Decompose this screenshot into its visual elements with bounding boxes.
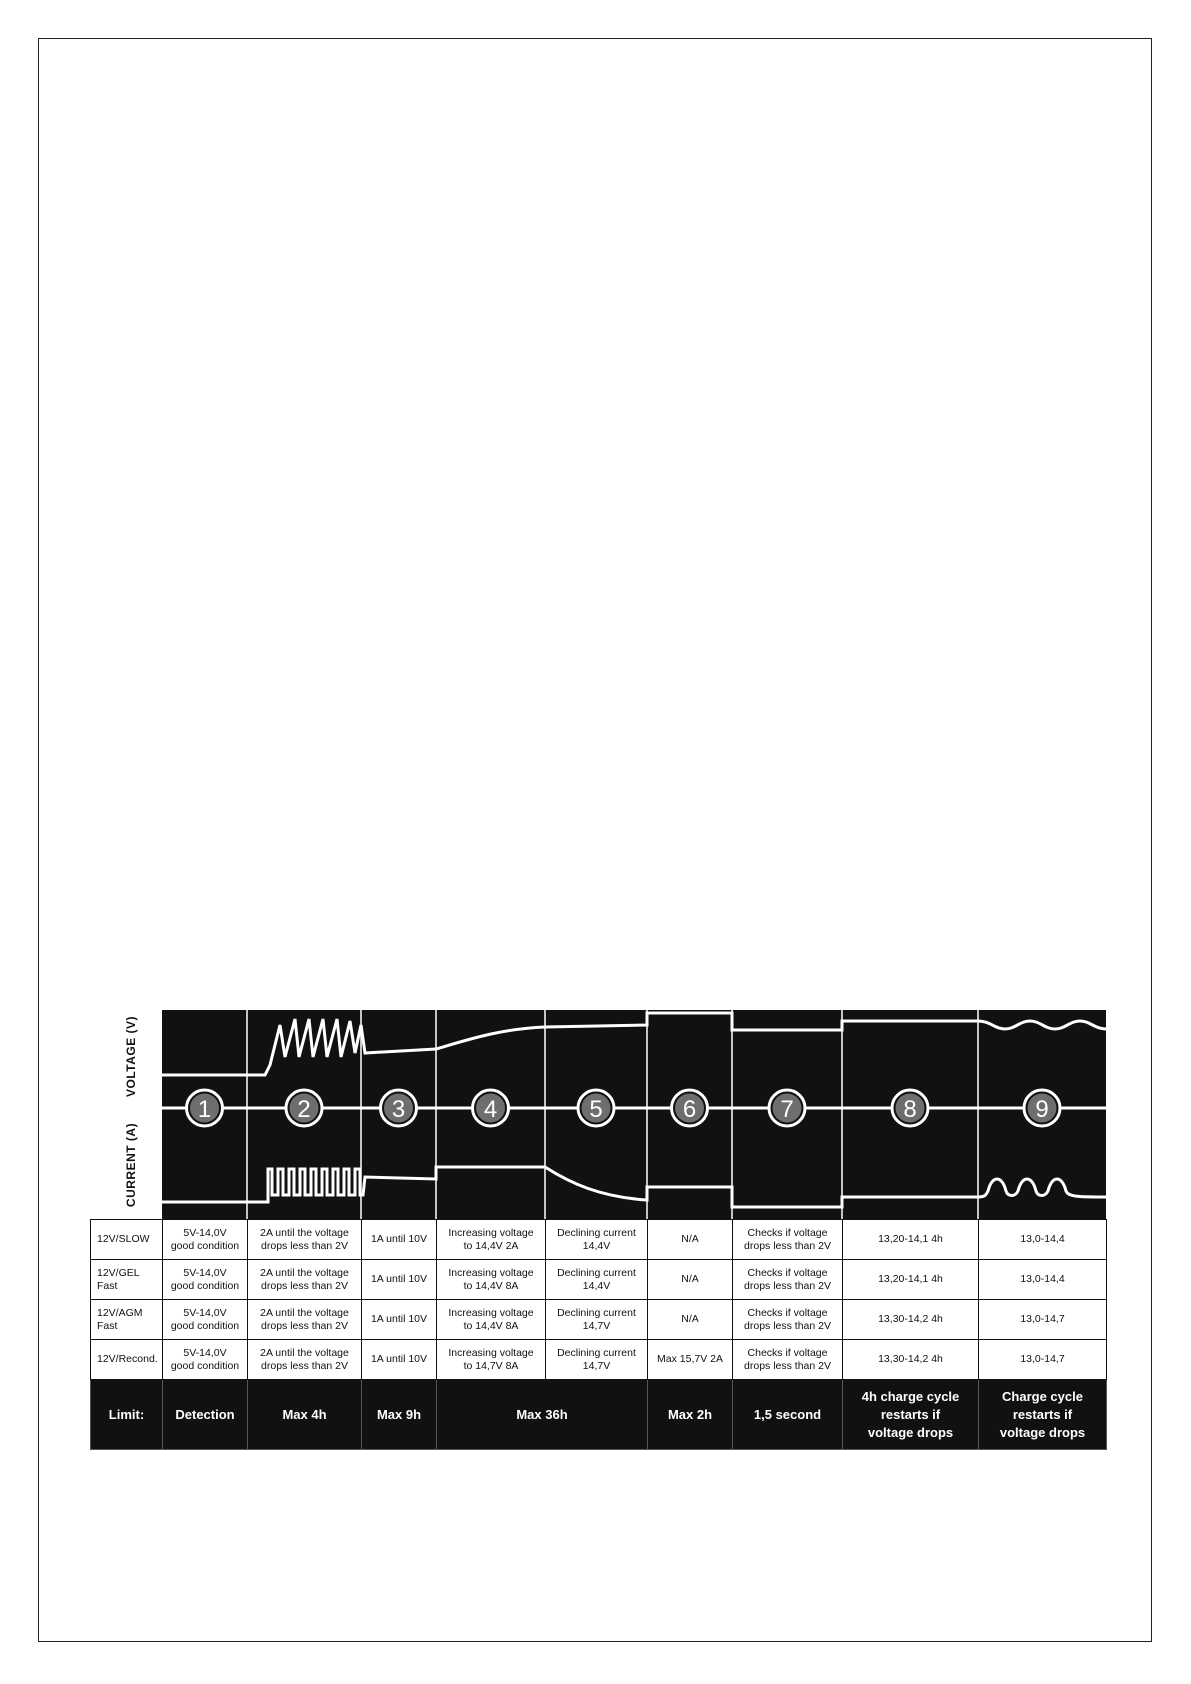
stage-number: 8: [903, 1096, 917, 1123]
stage-cell: Declining current 14,4V: [546, 1260, 648, 1300]
charge-curve-graph: [90, 1005, 1106, 1219]
limit-row: [91, 1380, 1107, 1450]
limit-max-9h: Max 9h: [362, 1380, 437, 1450]
stage-badge: [473, 1090, 509, 1126]
limit-label: Limit:: [91, 1380, 163, 1450]
stage-badge: [769, 1090, 805, 1126]
table-row: [91, 1260, 1107, 1300]
stage-cell: Declining current 14,4V: [546, 1220, 648, 1260]
stage-number: 1: [197, 1096, 212, 1123]
stage-badge: [892, 1090, 928, 1126]
limit-1-5-second: 1,5 second: [733, 1380, 843, 1450]
stage-badge: [381, 1090, 417, 1126]
stage-cell: Declining current 14,7V: [546, 1340, 648, 1380]
stage-cell: 5V-14,0V good condition: [163, 1220, 248, 1260]
stage-cell: 13,0-14,4: [979, 1260, 1107, 1300]
stage-cell: Checks if voltage drops less than 2V: [733, 1300, 843, 1340]
stage-cell: Increasing voltage to 14,4V 2A: [437, 1220, 546, 1260]
table-row: [91, 1220, 1107, 1260]
stage-cell: 2A until the voltage drops less than 2V: [248, 1220, 362, 1260]
current-axis-label: CURRENT (A): [124, 1122, 138, 1208]
stage-badge: [286, 1090, 322, 1126]
limit-4h-cycle: 4h charge cycle restarts if voltage drops: [843, 1380, 979, 1450]
stage-cell: Increasing voltage to 14,7V 8A: [437, 1340, 546, 1380]
stage-cell: 13,0-14,4: [979, 1220, 1107, 1260]
stage-cell: 13,20-14,1 4h: [843, 1260, 979, 1300]
stage-number: 7: [780, 1096, 794, 1123]
mode-cell: 12V/GEL Fast: [91, 1260, 163, 1300]
table-row: [91, 1300, 1107, 1340]
stage-cell: 1A until 10V: [362, 1340, 437, 1380]
stage-cell: Declining current 14,7V: [546, 1300, 648, 1340]
limit-max-4h: Max 4h: [248, 1380, 362, 1450]
stage-number: 2: [297, 1096, 311, 1123]
limit-max-2h: Max 2h: [648, 1380, 733, 1450]
stage-badge: [578, 1090, 614, 1126]
stage-cell: 1A until 10V: [362, 1220, 437, 1260]
stage-cell: N/A: [648, 1300, 733, 1340]
stage-number: 6: [682, 1096, 697, 1123]
mode-cell: 12V/Recond.: [91, 1340, 163, 1380]
voltage-axis-label: VOLTAGE (V): [124, 1015, 138, 1097]
stage-cell: 13,30-14,2 4h: [843, 1340, 979, 1380]
stage-cell: N/A: [648, 1220, 733, 1260]
stage-cell: 13,20-14,1 4h: [843, 1220, 979, 1260]
stage-cell: Max 15,7V 2A: [648, 1340, 733, 1380]
stage-badge: [187, 1090, 223, 1126]
stage-cell: 5V-14,0V good condition: [163, 1260, 248, 1300]
stage-badge: [672, 1090, 708, 1126]
stage-number: 3: [391, 1096, 406, 1123]
stage-cell: 13,30-14,2 4h: [843, 1300, 979, 1340]
stage-cell: 2A until the voltage drops less than 2V: [248, 1260, 362, 1300]
stage-cell: 13,0-14,7: [979, 1300, 1107, 1340]
stage-cell: 1A until 10V: [362, 1300, 437, 1340]
stage-cell: Checks if voltage drops less than 2V: [733, 1260, 843, 1300]
stage-cell: Checks if voltage drops less than 2V: [733, 1340, 843, 1380]
stage-number: 4: [483, 1096, 498, 1123]
stage-badge: [1024, 1090, 1060, 1126]
mode-cell: 12V/SLOW: [91, 1220, 163, 1260]
table-row: [91, 1340, 1107, 1380]
stage-cell: Checks if voltage drops less than 2V: [733, 1220, 843, 1260]
stage-cell: 2A until the voltage drops less than 2V: [248, 1300, 362, 1340]
stage-cell: Increasing voltage to 14,4V 8A: [437, 1260, 546, 1300]
stage-cell: 5V-14,0V good condition: [163, 1300, 248, 1340]
mode-cell: 12V/AGM Fast: [91, 1300, 163, 1340]
stage-cell: 13,0-14,7: [979, 1340, 1107, 1380]
stage-cell: N/A: [648, 1260, 733, 1300]
stage-number: 9: [1035, 1096, 1049, 1123]
stage-cell: 2A until the voltage drops less than 2V: [248, 1340, 362, 1380]
limit-detection: Detection: [163, 1380, 248, 1450]
stage-cell: 1A until 10V: [362, 1260, 437, 1300]
charging-chart: [90, 1005, 1106, 1449]
stage-cell: Increasing voltage to 14,4V 8A: [437, 1300, 546, 1340]
stage-cell: 5V-14,0V good condition: [163, 1340, 248, 1380]
charge-spec-table: [90, 1219, 1107, 1450]
limit-max-36h: Max 36h: [437, 1380, 648, 1450]
limit-charge-cycle: Charge cycle restarts if voltage drops: [979, 1380, 1107, 1450]
stage-number: 5: [589, 1096, 603, 1123]
